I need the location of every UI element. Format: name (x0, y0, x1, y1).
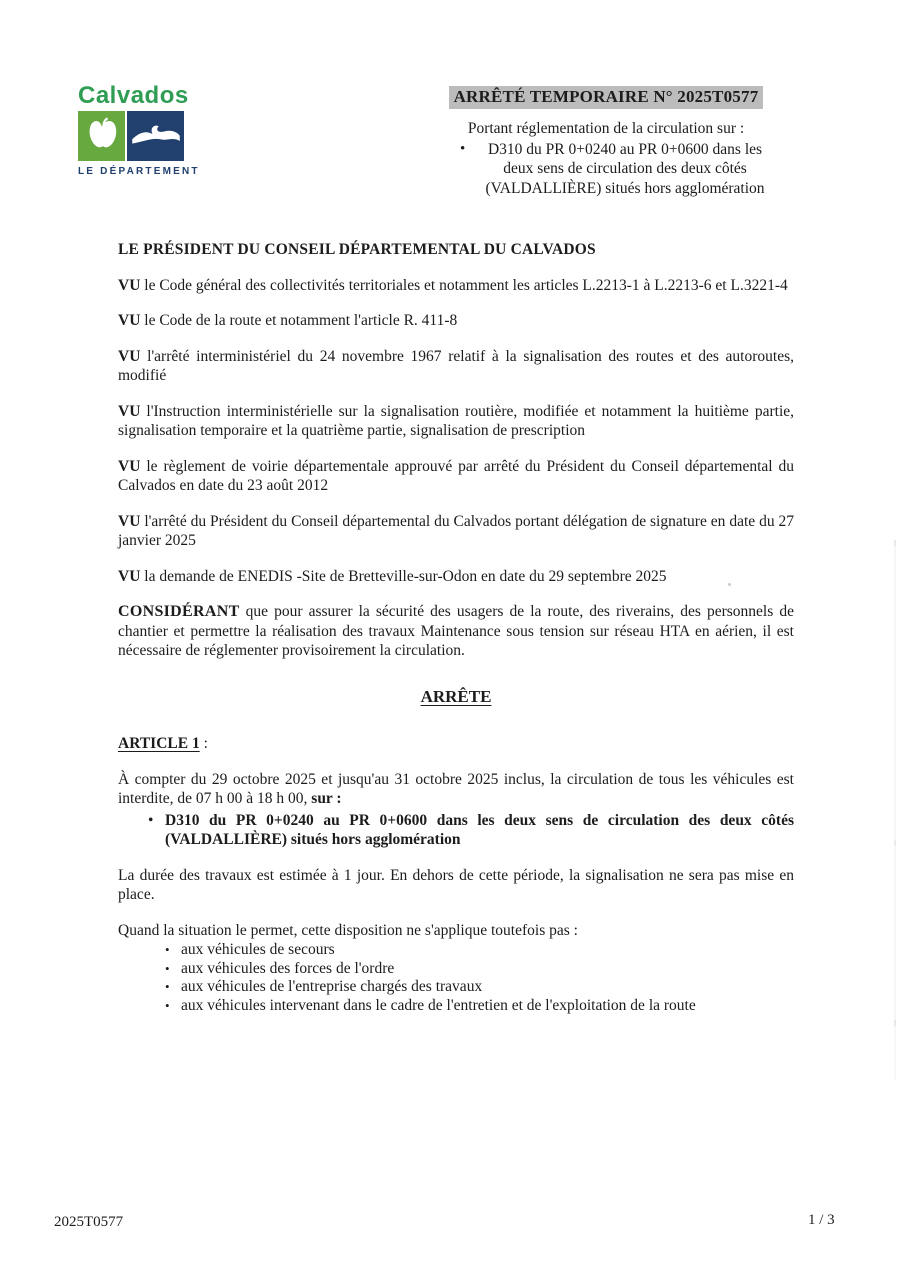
vu-text: le Code général des collectivités territoriales et notamment les articles L.2213-1 à L.2213-6 et L.3221-4 (144, 276, 788, 294)
vu-paragraph (118, 347, 794, 386)
vu-label: VU (118, 512, 141, 530)
road-location-bullet (440, 140, 772, 199)
vu-label: VU (118, 567, 141, 585)
arrete-heading (118, 687, 794, 707)
document-subtitle: Portant réglementation de la circulation sur : (467, 120, 745, 137)
article1-intro-bold: sur : (311, 790, 342, 807)
vu-paragraph (118, 311, 794, 331)
vu-text: l'arrêté du Président du Conseil départemental du Calvados portant délégation de signature en date du 27 janvier 2025 (118, 512, 794, 549)
exception-item: • aux véhicules intervenant dans le cadre de l'entretien et de l'exploitation de la route (118, 997, 794, 1016)
arrete-heading-text: ARRÊTE (420, 686, 492, 706)
scan-edge-artifact (894, 540, 896, 1080)
exceptions-intro: Quand la situation le permet, cette disposition ne s'applique toutefois pas : (118, 921, 578, 939)
vu-text: l'arrêté interministériel du 24 novembre 1967 relatif à la signalisation des routes et des autoroutes, modifié (118, 347, 794, 384)
exception-item: • aux véhicules des forces de l'ordre (118, 960, 794, 979)
vu-text: le règlement de voirie départementale approuvé par arrêté du Président du Conseil départemental du Calvados en date du 23 août 2012 (118, 457, 795, 494)
considerant-paragraph (118, 602, 794, 661)
vu-paragraph (118, 512, 794, 551)
exceptions-list (118, 941, 794, 1015)
duration-paragraph: La durée des travaux est estimée à 1 jour. En dehors de cette période, la signalisation ne sera pas mise en place. (118, 866, 794, 903)
article1-intro-text: À compter du 29 octobre 2025 et jusqu'au 31 octobre 2025 inclus, la circulation de tous les véhicules est interdite, de 07 h 00 à 18 h 00, (118, 770, 794, 807)
vu-paragraph (118, 402, 794, 441)
logo-navy-square (127, 111, 184, 161)
exception-item: • aux véhicules de secours (118, 941, 794, 960)
footer-page-number: 1 / 3 (808, 1212, 835, 1228)
document-body (118, 240, 794, 1015)
calvados-logo (78, 84, 198, 177)
title-block (440, 86, 772, 198)
vu-label: VU (118, 347, 141, 365)
article1-heading-suffix: : (199, 735, 208, 752)
apple-icon (84, 113, 120, 160)
vu-label: VU (118, 457, 141, 475)
logo-squares (78, 111, 184, 161)
vu-text: l'Instruction interministérielle sur la signalisation routière, modifiée et notamment la huitième partie, signalisation temporaire et la quatrième partie, signalisation de prescription (118, 402, 795, 439)
footer-doc-number: 2025T0577 (54, 1214, 124, 1230)
article1-road-text: D310 du PR 0+0240 au PR 0+0600 dans les deux sens de circulation des deux côtés (VALDALLIÈRE) situés hors agglomération (165, 811, 794, 848)
document-title: ARRÊTÉ TEMPORAIRE N° 2025T0577 (449, 86, 764, 109)
logo-brand-text: Calvados (78, 82, 189, 109)
article1-heading-text: ARTICLE 1 (118, 735, 200, 752)
logo-subtitle: LE DÉPARTEMENT (78, 166, 200, 177)
vu-label: VU (118, 312, 141, 329)
exception-item: • aux véhicules de l'entreprise chargés des travaux (118, 978, 794, 997)
considerant-text: que pour assurer la sécurité des usagers de la route, des riverains, des personnels de chantier et permettre la réalisation des travaux Maintenance sous tension sur réseau HTA en aérien, il est nécessaire de réglementer provisoirement la circulation. (118, 603, 794, 659)
vu-text: le Code de la route et notamment l'article R. 411-8 (144, 312, 458, 329)
article1-road-bullet (118, 811, 794, 850)
logo-green-square (78, 111, 125, 161)
scan-dot-artifact (728, 583, 731, 586)
road-location-text: D310 du PR 0+0240 au PR 0+0600 dans les deux sens de circulation des deux côtés (VALDALLIÈRE) situés hors agglomération (485, 140, 765, 197)
bullet-icon: • (460, 140, 466, 157)
river-wave-icon (131, 112, 181, 161)
considerant-label: CONSIDÉRANT (118, 603, 240, 620)
vu-text: la demande de ENEDIS -Site de Bretteville-sur-Odon en date du 29 septembre 2025 (144, 567, 667, 585)
vu-paragraph (118, 567, 794, 587)
article1-intro (118, 770, 794, 809)
article1-heading (118, 734, 794, 754)
bullet-icon: • (148, 811, 154, 829)
authority-heading: LE PRÉSIDENT DU CONSEIL DÉPARTEMENTAL DU CALVADOS (118, 241, 596, 258)
vu-label: VU (118, 276, 141, 294)
vu-paragraph (118, 276, 794, 296)
vu-paragraph (118, 457, 794, 496)
vu-label: VU (118, 402, 141, 420)
